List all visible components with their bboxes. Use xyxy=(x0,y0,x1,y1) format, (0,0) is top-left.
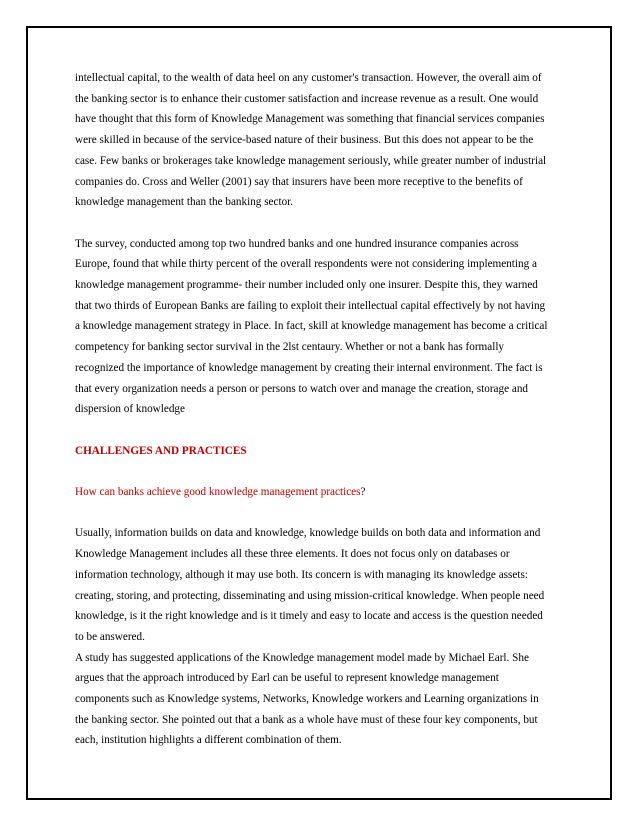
text-line: knowledge, is it the right knowledge and is it timely and easy to locate and access is the question needed xyxy=(75,610,543,623)
text-line: each, institution highlights a different combination of them. xyxy=(75,734,342,747)
text-line: to be answered. xyxy=(75,630,145,643)
document-body xyxy=(75,68,567,751)
text-line: creating, storing, and protecting, disseminating and using mission-critical knowledge. When people need xyxy=(75,589,545,602)
text-line: components such as Knowledge systems, Networks, Knowledge workers and Learning organizations in xyxy=(75,693,539,706)
text-line: a knowledge management strategy in Place. In fact, skill at knowledge management has become a critical xyxy=(75,320,548,333)
text-line: were skilled in because of the service-based nature of their business. But this does not appear to be the xyxy=(75,134,534,147)
text-line: knowledge management than the banking sector. xyxy=(75,196,294,209)
text-line: argues that the approach introduced by Earl can be useful to represent knowledge management xyxy=(75,672,499,685)
text-line: recognized the importance of knowledge management by creating their internal environment. The fact is xyxy=(75,361,543,374)
text-line: Europe, found that while thirty percent of the overall respondents were not considering implementing a xyxy=(75,258,537,271)
paragraph-intro xyxy=(75,68,567,213)
paragraph-gap xyxy=(75,503,567,524)
paragraph-gap xyxy=(75,420,567,441)
paragraph-gap xyxy=(75,461,567,482)
text-line: Knowledge Management includes all these three elements. It does not focus only on databases or xyxy=(75,548,510,561)
text-line: have thought that this form of Knowledge Management was something that financial services companies xyxy=(75,113,545,126)
text-line: intellectual capital, to the wealth of data heel on any customer's transaction. However, the overall aim of xyxy=(75,72,542,84)
text-line: the banking sector. She pointed out that a bank as a whole have must of these four key components, but xyxy=(75,713,538,726)
text-line: dispersion of knowledge xyxy=(75,403,185,416)
section-heading: CHALLENGES AND PRACTICES xyxy=(75,444,247,457)
text-line: The survey, conducted among top two hundred banks and one hundred insurance companies across xyxy=(75,237,519,250)
question-text: How can banks achieve good knowledge management practices xyxy=(75,486,361,499)
text-line: case. Few banks or brokerages take knowledge management seriously, while greater number of industrial xyxy=(75,154,547,167)
text-line: companies do. Cross and Weller (2001) say that insurers have been more receptive to the benefits of xyxy=(75,175,523,188)
question-mark: ? xyxy=(360,486,366,499)
paragraph-survey xyxy=(75,234,567,420)
text-line: Usually, information builds on data and knowledge, knowledge builds on both data and information and xyxy=(75,527,541,540)
paragraph-information xyxy=(75,523,567,647)
text-line: competency for banking sector survival in the 2lst centaury. Whether or not a bank has formally xyxy=(75,341,505,354)
paragraph-gap xyxy=(75,213,567,234)
text-line: knowledge management programme- their number included only one insurer. Despite this, they warned xyxy=(75,279,538,292)
text-line: that two thirds of European Banks are failing to exploit their intellectual capital effectively by not having xyxy=(75,299,546,312)
text-line: information technology, although it may use both. Its concern is with managing its knowledge assets: xyxy=(75,568,528,581)
text-line: that every organization needs a person or persons to watch over and manage the creation, storage and xyxy=(75,382,529,395)
section-question xyxy=(75,482,567,503)
paragraph-earl-model xyxy=(75,648,567,752)
text-line: A study has suggested applications of the Knowledge management model made by Michael Earl. She xyxy=(75,651,529,664)
text-line: the banking sector is to enhance their customer satisfaction and increase revenue as a result. One would xyxy=(75,92,539,105)
